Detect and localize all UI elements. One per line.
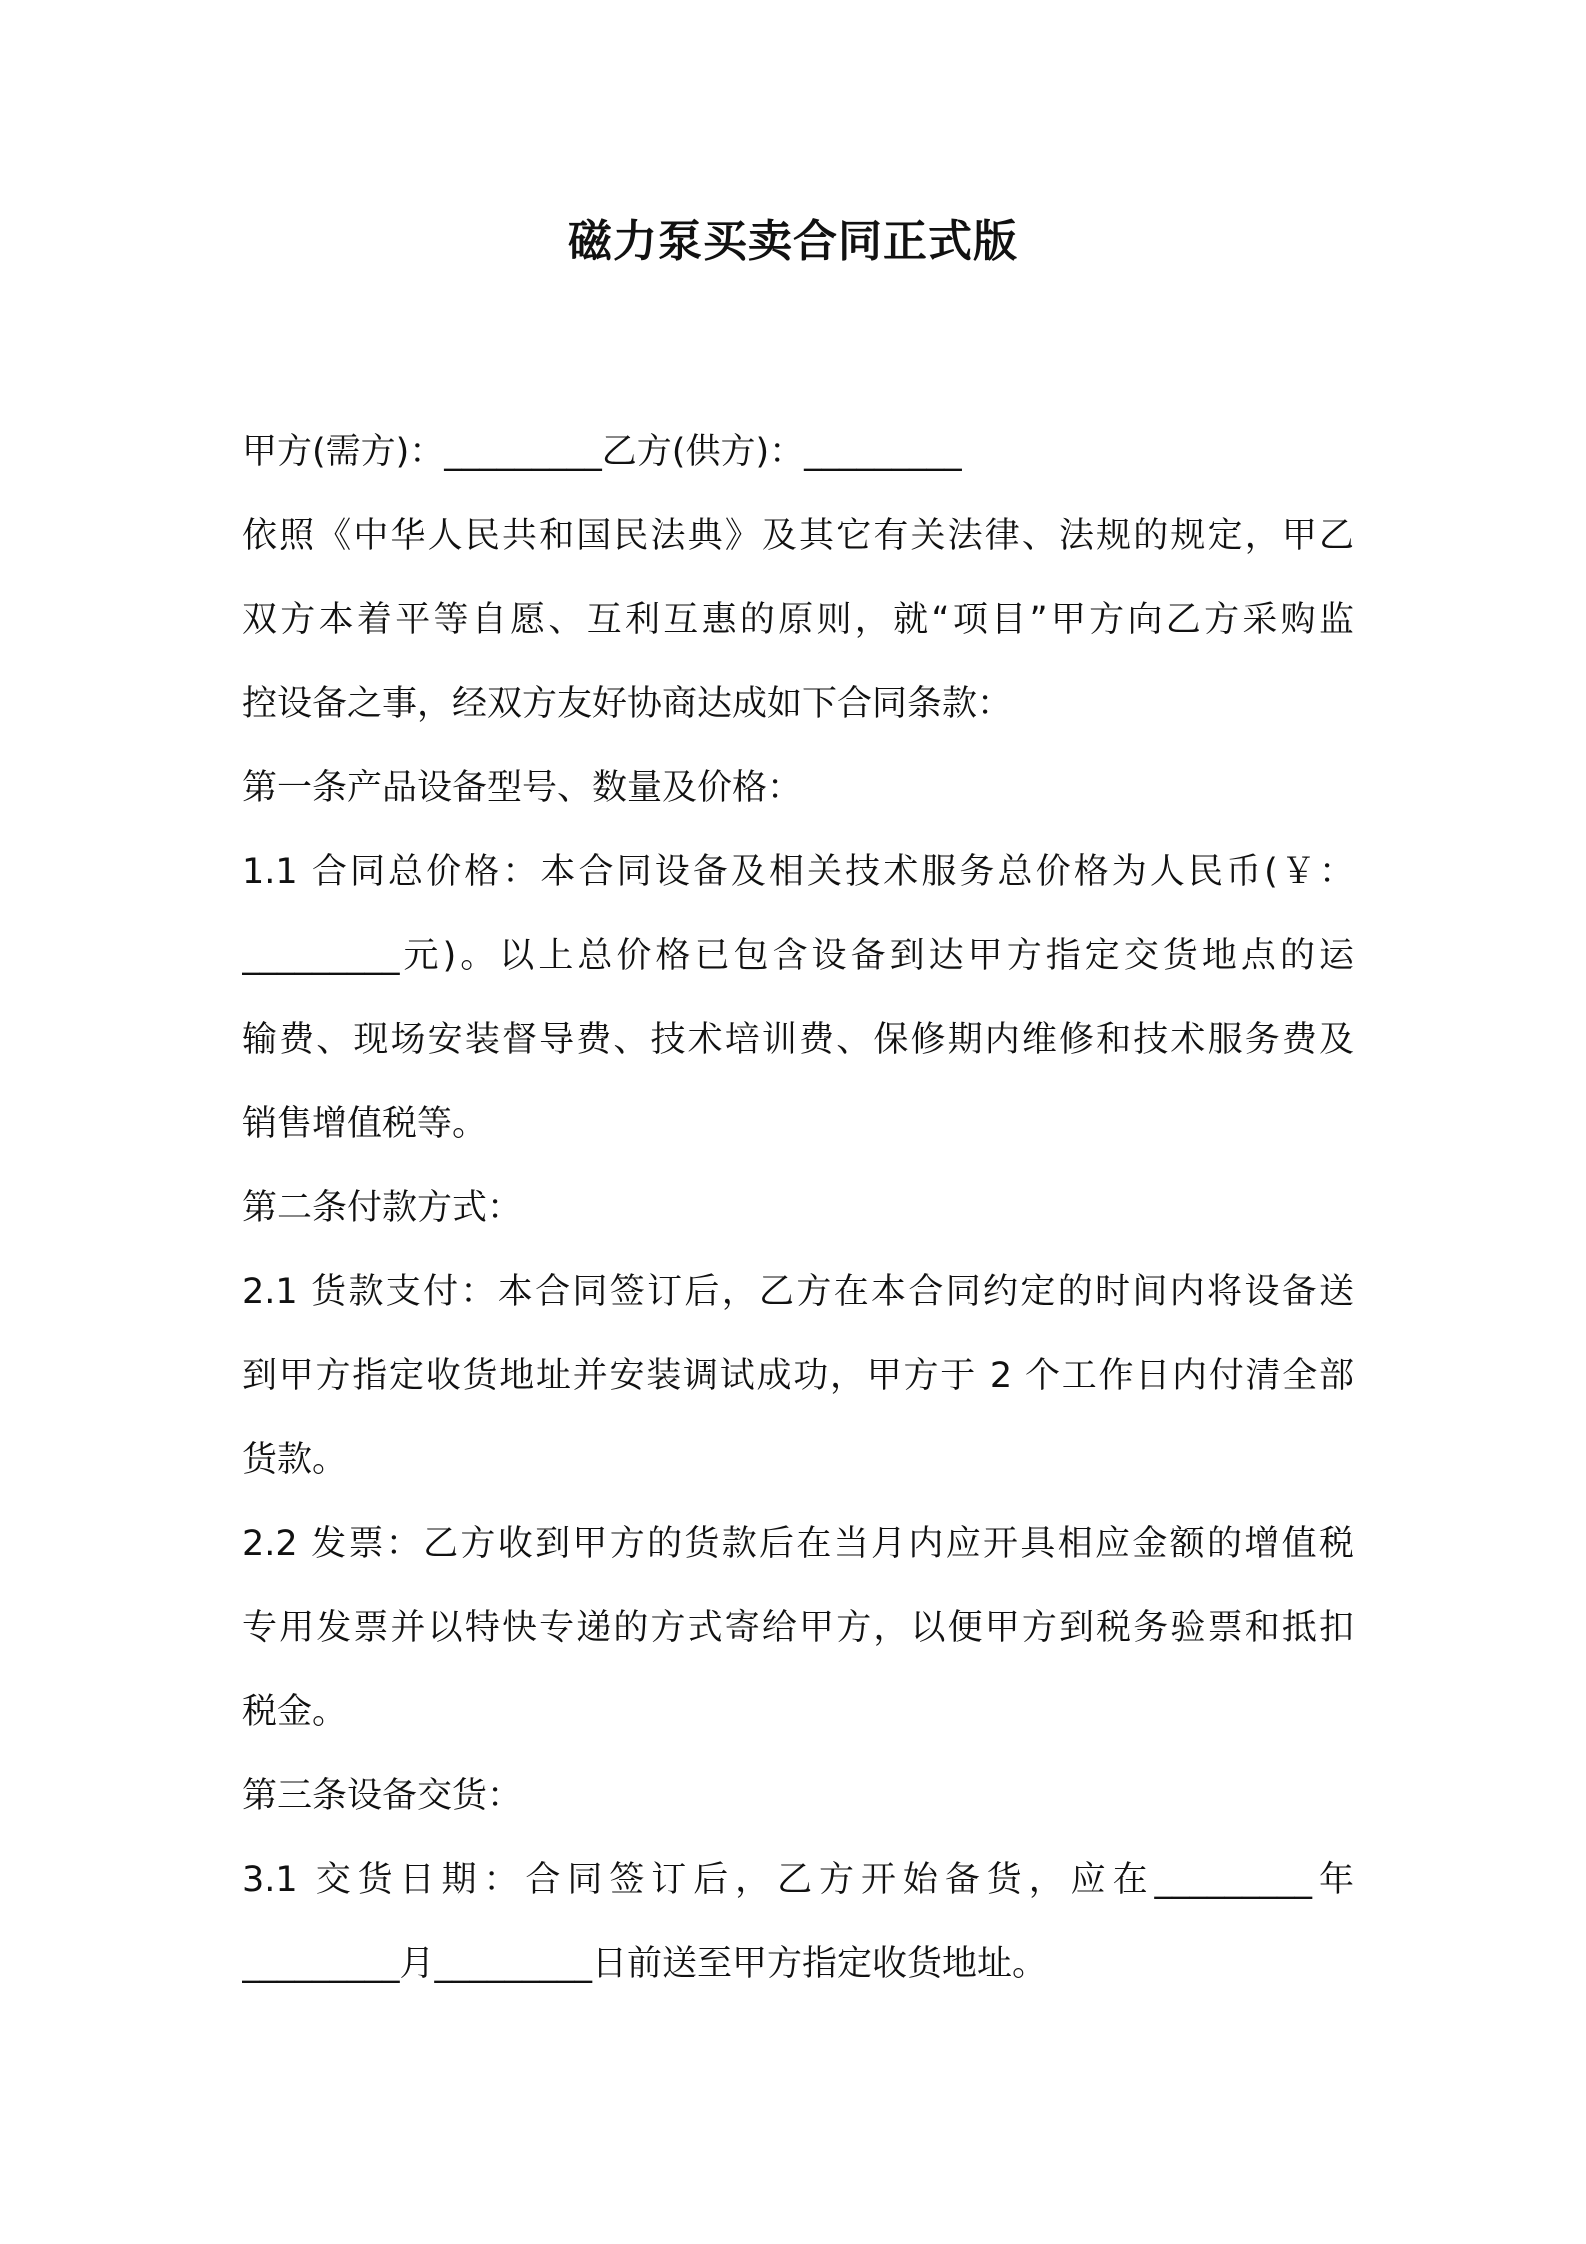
contract-body: [242, 410, 1354, 2006]
clause-2-1-line-2: 到甲方指定收货地址并安装调试成功，甲方于 2 个工作日内付清全部: [242, 1356, 1354, 1396]
intro-line-3: 控设备之事，经双方友好协商达成如下合同条款：: [242, 684, 1013, 724]
article-3-heading: 第三条设备交货：: [242, 1776, 523, 1816]
clause-2-2-line-1: 2.2 发票：乙方收到甲方的货款后在当月内应开具相应金额的增值税: [242, 1524, 1354, 1564]
clause-1-1-line-4: 销售增值税等。: [242, 1104, 488, 1144]
clause-3-1-line-1: 3.1 交货日期：合同签订后，乙方开始备货，应在_________年: [242, 1860, 1354, 1900]
clause-1-1-line-3: 输费、现场安装督导费、技术培训费、保修期内维修和技术服务费及: [242, 1020, 1354, 1060]
clause-1-1-line-2: _________元)。以上总价格已包含设备到达甲方指定交货地点的运: [242, 936, 1354, 976]
intro-line-1: 依照《中华人民共和国民法典》及其它有关法律、法规的规定，甲乙: [242, 516, 1354, 556]
article-1-heading: 第一条产品设备型号、数量及价格：: [242, 768, 803, 808]
document-title: 磁力泵买卖合同正式版: [568, 216, 1018, 267]
parties-line: 甲方(需方)：_________乙方(供方)：_________: [242, 432, 962, 472]
clause-3-1-line-2: _________月_________日前送至甲方指定收货地址。: [242, 1944, 1048, 1984]
clause-2-2-line-3: 税金。: [242, 1692, 348, 1732]
article-2-heading: 第二条付款方式：: [242, 1188, 523, 1228]
clause-2-1-line-3: 货款。: [242, 1440, 348, 1480]
clause-2-1-line-1: 2.1 货款支付：本合同签订后，乙方在本合同约定的时间内将设备送: [242, 1272, 1354, 1312]
clause-2-2-line-2: 专用发票并以特快专递的方式寄给甲方，以便甲方到税务验票和抵扣: [242, 1608, 1354, 1648]
clause-1-1-line-1: 1.1 合同总价格：本合同设备及相关技术服务总价格为人民币(￥：: [242, 852, 1354, 892]
intro-line-2: 双方本着平等自愿、互利互惠的原则，就“项目”甲方向乙方采购监: [242, 600, 1354, 640]
